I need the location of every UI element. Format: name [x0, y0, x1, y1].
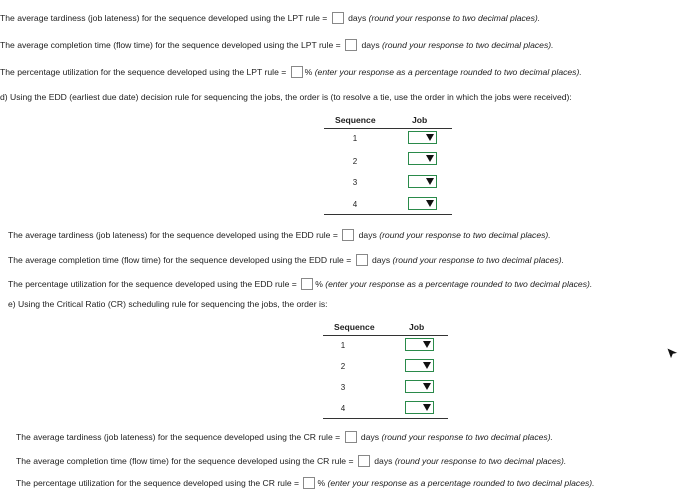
cr-utilization-input[interactable] [303, 477, 315, 489]
cr-seq-4: 4 [340, 404, 346, 413]
edd-utilization-input[interactable] [301, 278, 313, 290]
edd-seq-4: 4 [352, 200, 358, 209]
cr-completion-label: The average completion time (flow time) for the sequence developed using the CR rule = [16, 456, 356, 466]
edd-col-sequence: Sequence [335, 115, 376, 125]
edd-job-dropdown-2[interactable] [408, 152, 437, 165]
chevron-down-icon [425, 154, 434, 162]
cr-completion-input[interactable] [358, 455, 370, 467]
edd-completion-unit: days [369, 255, 393, 265]
cr-tardiness-line [16, 430, 553, 444]
cr-question [8, 297, 328, 311]
edd-utilization-line [8, 277, 592, 291]
lpt-completion-note: (round your response to two decimal places). [382, 40, 554, 50]
cr-job-dropdown-4[interactable] [405, 401, 434, 414]
cr-utilization-label: The percentage utilization for the sequence developed using the CR rule = [16, 478, 302, 488]
edd-question [0, 90, 572, 104]
cr-tardiness-label: The average tardiness (job lateness) for the sequence developed using the CR rule = [16, 432, 343, 442]
lpt-utilization-line [0, 65, 582, 79]
lpt-completion-unit: days [359, 40, 383, 50]
lpt-completion-label: The average completion time (flow time) for the sequence developed using the LPT rule = [0, 40, 344, 50]
edd-seq-1: 1 [352, 134, 358, 143]
cr-footer-rule [323, 418, 448, 419]
cr-seq-3: 3 [340, 383, 346, 392]
cr-job-dropdown-1[interactable] [405, 338, 434, 351]
edd-seq-3: 3 [352, 178, 358, 187]
lpt-tardiness-note: (round your response to two decimal places). [368, 13, 541, 23]
edd-seq-2: 2 [352, 157, 358, 166]
chevron-down-icon [422, 340, 431, 348]
cr-tardiness-input[interactable] [345, 431, 357, 443]
cr-tardiness-unit: days [358, 432, 382, 442]
edd-question-text: d) Using the EDD (earliest due date) decision rule for sequencing the jobs, the order is (to resolve a tie, use the order in which the jobs were received): [0, 92, 572, 102]
cr-completion-unit: days [371, 456, 395, 466]
lpt-completion-input[interactable] [345, 39, 357, 51]
edd-header-rule [324, 128, 452, 129]
edd-job-dropdown-4[interactable] [408, 197, 437, 210]
edd-job-dropdown-1[interactable] [408, 131, 437, 144]
edd-utilization-note: (enter your response as a percentage rounded to two decimal places). [325, 279, 593, 289]
cr-seq-1: 1 [340, 341, 346, 350]
edd-tardiness-unit: days [356, 230, 380, 240]
lpt-completion-line [0, 38, 554, 52]
edd-tardiness-label: The average tardiness (job lateness) for the sequence developed using the EDD rule = [8, 230, 341, 240]
edd-utilization-label: The percentage utilization for the sequence developed using the EDD rule = [8, 279, 300, 289]
lpt-tardiness-unit: days [345, 13, 369, 23]
cr-utilization-unit: % [317, 478, 328, 488]
lpt-tardiness-input[interactable] [332, 12, 344, 24]
chevron-down-icon [425, 177, 434, 185]
edd-completion-input[interactable] [356, 254, 368, 266]
cr-completion-note: (round your response to two decimal places). [394, 456, 567, 466]
chevron-down-icon [422, 403, 431, 411]
chevron-down-icon [422, 361, 431, 369]
edd-footer-rule [324, 214, 452, 215]
edd-tardiness-input[interactable] [342, 229, 354, 241]
chevron-down-icon [425, 199, 434, 207]
cr-utilization-line [16, 476, 595, 490]
cr-header-rule [323, 335, 448, 336]
lpt-tardiness-line [0, 11, 540, 25]
edd-col-job: Job [412, 115, 428, 125]
edd-completion-line [8, 253, 564, 267]
chevron-down-icon [422, 382, 431, 390]
cr-job-dropdown-2[interactable] [405, 359, 434, 372]
edd-job-dropdown-3[interactable] [408, 175, 437, 188]
cr-seq-2: 2 [340, 362, 346, 371]
cr-tardiness-note: (round your response to two decimal places). [381, 432, 553, 442]
lpt-utilization-note: (enter your response as a percentage rounded to two decimal places). [314, 67, 582, 77]
lpt-utilization-label: The percentage utilization for the sequence developed using the LPT rule = [0, 67, 289, 77]
edd-tardiness-line [8, 228, 551, 242]
lpt-tardiness-label: The average tardiness (job lateness) for the sequence developed using the LPT rule = [0, 13, 330, 23]
edd-completion-note: (round your response to two decimal places). [392, 255, 565, 265]
cr-job-dropdown-3[interactable] [405, 380, 434, 393]
cr-col-job: Job [409, 322, 425, 332]
edd-completion-label: The average completion time (flow time) for the sequence developed using the EDD rule = [8, 255, 354, 265]
edd-utilization-unit: % [315, 279, 326, 289]
cr-question-text: e) Using the Critical Ratio (CR) scheduling rule for sequencing the jobs, the order is: [8, 299, 328, 309]
lpt-utilization-input[interactable] [291, 66, 303, 78]
cr-utilization-note: (enter your response as a percentage rounded to two decimal places). [327, 478, 595, 488]
mouse-pointer-icon [666, 347, 680, 366]
cr-completion-line [16, 454, 566, 468]
edd-tardiness-note: (round your response to two decimal places). [379, 230, 551, 240]
chevron-down-icon [425, 133, 434, 141]
lpt-utilization-unit: % [304, 67, 315, 77]
cr-col-sequence: Sequence [334, 322, 375, 332]
